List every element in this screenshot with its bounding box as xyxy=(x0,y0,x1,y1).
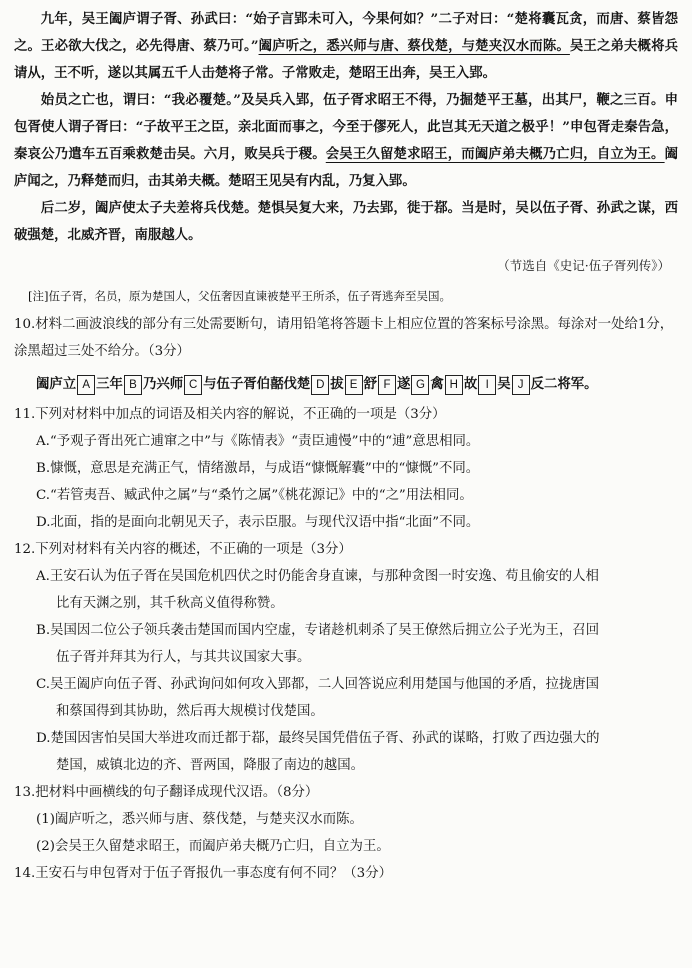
answer-box-d[interactable]: D xyxy=(311,375,329,395)
question-12-option-b[interactable] xyxy=(36,617,678,671)
segment-text: 与伍子胥伯嚭伐楚 xyxy=(203,376,311,392)
passage-text: 九年，吴王阖庐谓子胥、孙武曰：“始子言郢未可入，今果何如？”二子对曰：“楚将囊瓦贪，而唐、蔡皆怨之。王必欲大伐之，必先得唐、蔡乃可。” xyxy=(14,11,678,54)
passage-text: 始员之亡也，谓曰：“我必覆楚。”及吴兵入郢，伍子胥求昭王不得，乃掘楚平王墓，出其尸，鞭之三百。申包胥使人谓子胥曰：“子故平王之臣，亲北面而事之，今至于僇死人，此岂其无天道之极乎！”申包胥走秦告急，秦哀公乃遣车五百乘救楚击吴。六月，败吴兵于稷。 xyxy=(14,92,678,162)
answer-box-j[interactable]: J xyxy=(512,375,530,395)
passage-text: 吴王之弟夫概将兵请从，王不听，遂以其属五千人击楚将子常。子常败走，楚昭王出奔，吴王入郢。 xyxy=(14,38,678,81)
segment-text: 阖庐立 xyxy=(36,376,77,392)
answer-box-c[interactable]: C xyxy=(184,375,202,395)
question-12-option-c[interactable] xyxy=(36,671,678,725)
answer-box-b[interactable]: B xyxy=(124,375,142,395)
answer-box-f[interactable]: F xyxy=(378,375,396,395)
option-line: 伍子胥并拜其为行人，与其共议国家大事。 xyxy=(56,650,311,665)
option-line: D.楚国因害怕吴国大举进攻而迁都于鄀，最终吴国凭借伍子胥、孙武的谋略，打败了西边强大的 xyxy=(36,731,600,746)
segment-text: 禽 xyxy=(430,376,444,392)
question-13-sentence-1: (1)阖庐听之，悉兴师与唐、蔡伐楚，与楚夹汉水而陈。 xyxy=(36,812,363,827)
question-14-stem: 14.王安石与申包胥对于伍子胥报仇一事态度有何不同？（3分） xyxy=(14,866,392,881)
question-11-option-a[interactable]: A.“予观子胥出死亡逋窜之中”与《陈情表》“责臣逋慢”中的“逋”意思相同。 xyxy=(36,434,480,449)
passage-paragraph-3: 后二岁，阖庐使太子夫差将兵伐楚。楚惧吴复大来，乃去郢，徙于鄀。当是时，吴以伍子胥、孙武之谋，西破强楚，北威齐晋，南服越人。 xyxy=(14,200,678,243)
option-line: 楚国，威镇北边的齐、晋两国，降服了南边的越国。 xyxy=(56,758,364,773)
passage-source: （节选自《史记·伍子胥列传》） xyxy=(497,258,670,273)
option-line: A.王安石认为伍子胥在吴国危机四伏之时仍能舍身直谏，与那种贪图一时安逸、苟且偷安的人相 xyxy=(36,569,599,584)
answer-box-a[interactable]: A xyxy=(77,375,95,395)
option-line: C.吴王阖庐向伍子胥、孙武询问如何攻入郢都，二人回答说应利用楚国与他国的矛盾，拉拢唐国 xyxy=(36,677,600,692)
underlined-sentence-2: 会吴王久留楚求昭王，而阖庐弟夫概乃亡归，自立为王。 xyxy=(325,146,665,162)
answer-box-i[interactable]: I xyxy=(478,375,496,395)
segment-text: 舒 xyxy=(363,376,378,392)
passage-paragraph-2 xyxy=(14,87,678,195)
passage-note: [注]伍子胥，名员，原为楚国人，父伍奢因直谏被楚平王所杀，伍子胥逃奔至吴国。 xyxy=(28,289,451,303)
passage-paragraph-1 xyxy=(14,6,678,87)
question-12-stem: 12.下列对材料有关内容的概述，不正确的一项是（3分） xyxy=(14,542,352,557)
question-12-option-d[interactable] xyxy=(36,725,678,779)
question-11-option-b[interactable]: B.慷慨，意思是充满正气，情绪激昂，与成语“慷慨解囊”中的“慷慨”不同。 xyxy=(36,461,480,476)
segment-text: 三年 xyxy=(96,376,123,392)
answer-box-e[interactable]: E xyxy=(345,375,363,395)
answer-box-g[interactable]: G xyxy=(411,375,429,395)
option-line: 比有天渊之别，其千秋高义值得称赞。 xyxy=(56,596,284,611)
segment-text: 遂 xyxy=(397,376,411,392)
option-line: B.吴国因二位公子领兵袭击楚国而国内空虚，专诸趁机刺杀了吴王僚然后拥立公子光为王，召回 xyxy=(36,623,600,638)
segment-text: 拔 xyxy=(330,376,344,392)
question-10-stem: 10.材料二画波浪线的部分有三处需要断句，请用铅笔将答题卡上相应位置的答案标号涂黑。每涂对一处给1分，涂黑超过三处不给分。（3分） xyxy=(14,317,674,359)
question-13-sentence-2: (2)会吴王久留楚求昭王，而阖庐弟夫概乃亡归，自立为王。 xyxy=(36,839,390,854)
segment-text: 反二将军。 xyxy=(530,376,598,392)
segment-text: 故 xyxy=(463,376,478,392)
question-13-stem: 13.把材料中画横线的句子翻译成现代汉语。（8分） xyxy=(14,785,319,800)
question-10-segmentation xyxy=(36,369,678,399)
question-11-option-c[interactable]: C.“若管夷吾、臧武仲之属”与“桑竹之属”《桃花源记》中的“之”用法相同。 xyxy=(36,488,473,503)
question-11-option-d[interactable]: D.北面，指的是面向北朝见天子，表示臣服。与现代汉语中指“北面”不同。 xyxy=(36,515,480,530)
question-11-stem: 11.下列对材料中加点的词语及相关内容的解说，不正确的一项是（3分） xyxy=(14,407,446,422)
passage-text: 阖庐闻之，乃释楚而归，击其弟夫概。楚昭王见吴有内乱，乃复入郢。 xyxy=(14,146,678,189)
answer-box-h[interactable]: H xyxy=(445,375,463,395)
underlined-sentence-1: 阖庐听之，悉兴师与唐、蔡伐楚，与楚夹汉水而陈。 xyxy=(258,38,570,54)
question-12-option-a[interactable] xyxy=(36,563,678,617)
segment-text: 吴 xyxy=(497,376,511,392)
segment-text: 乃兴师 xyxy=(142,376,184,392)
option-line: 和蔡国得到其协助，然后再大规模讨伐楚国。 xyxy=(56,704,324,719)
